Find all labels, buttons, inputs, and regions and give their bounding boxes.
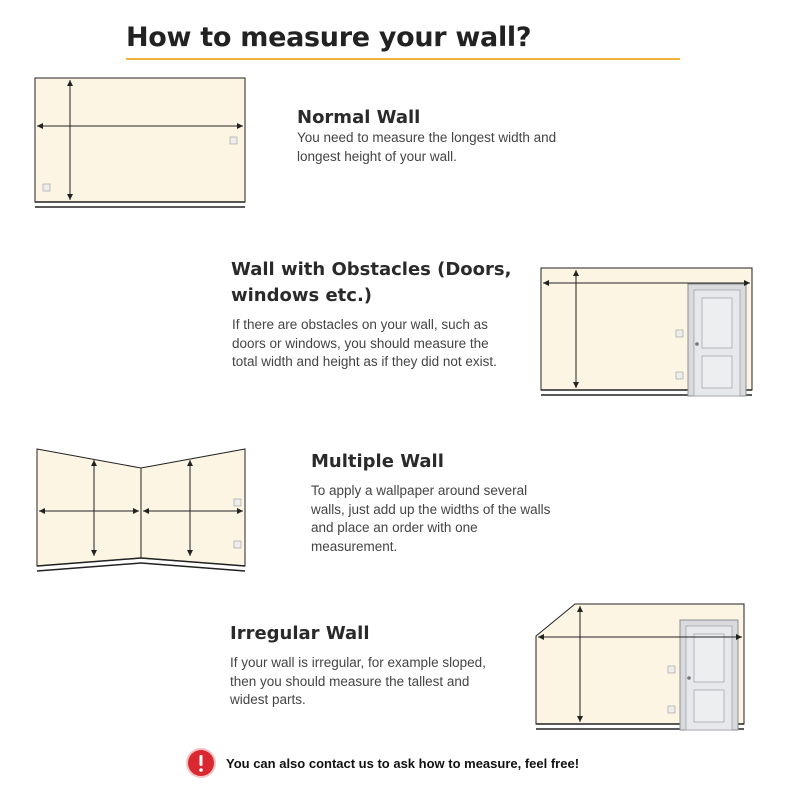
contact-note-text: You can also contact us to ask how to measure, feel free! bbox=[226, 755, 580, 771]
section-text-multiple: To apply a wallpaper around several walls, just add up the widths of the walls and place an order with one measurement. bbox=[311, 483, 551, 554]
section-title-multiple: Multiple Wall bbox=[311, 451, 444, 472]
section-text-obstacles: If there are obstacles on your wall, such as doors or windows, you should measure the total width and height as if they did not exist. bbox=[232, 317, 497, 369]
exclamation-icon bbox=[188, 750, 214, 776]
section-title-obstacles: Wall with Obstacles (Doors, windows etc.) bbox=[231, 259, 512, 306]
section-title-normal: Normal Wall bbox=[297, 107, 421, 128]
page-title: How to measure your wall? bbox=[126, 22, 532, 53]
section-text-irregular: If your wall is irregular, for example sloped, then you should measure the tallest and widest parts. bbox=[230, 655, 486, 707]
contact-note bbox=[188, 750, 579, 776]
section-text-normal: You need to measure the longest width and longest height of your wall. bbox=[297, 130, 557, 164]
section-title-irregular: Irregular Wall bbox=[230, 623, 370, 644]
